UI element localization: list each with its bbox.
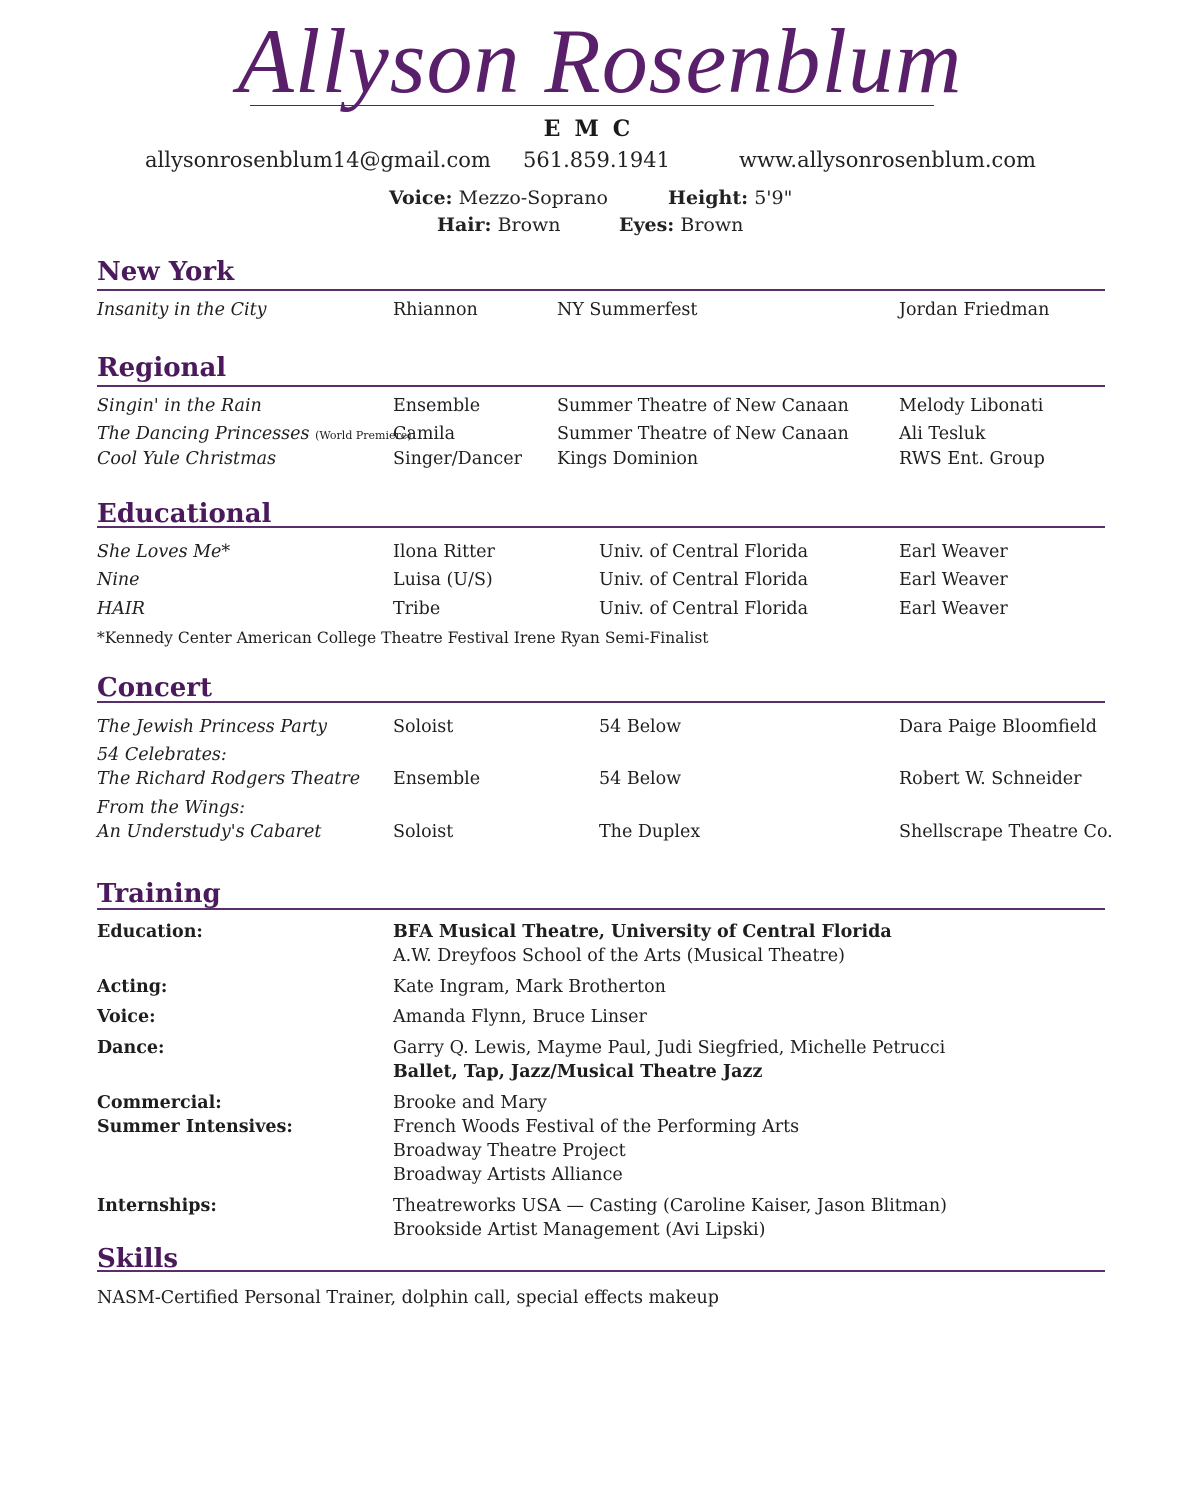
section-rule — [97, 289, 1105, 291]
credit-role: Soloist — [393, 717, 454, 737]
credit-show: 54 Celebrates: — [97, 745, 227, 765]
training-education-degree: BFA Musical Theatre, University of Central Florida — [393, 922, 892, 942]
training-label-summer: Summer Intensives: — [97, 1117, 293, 1137]
hair-stat — [437, 214, 561, 236]
credit-director: Earl Weaver — [899, 599, 1008, 619]
credit-venue: Summer Theatre of New Canaan — [557, 396, 849, 416]
voice-stat — [389, 187, 608, 209]
credit-show: She Loves Me* — [97, 542, 231, 562]
credit-show: From the Wings: — [97, 798, 246, 818]
training-label-dance: Dance: — [97, 1038, 165, 1058]
section-rule — [97, 1270, 1105, 1272]
credit-show-line2: The Richard Rodgers Theatre — [97, 769, 361, 789]
voice-label: Voice: — [389, 187, 453, 209]
section-rule — [97, 385, 1105, 387]
footnote: *Kennedy Center American College Theatre Festival Irene Ryan Semi-Finalist — [97, 629, 709, 647]
credit-venue: Kings Dominion — [557, 449, 699, 469]
section-rule — [97, 701, 1105, 703]
height-label: Height: — [668, 187, 749, 209]
union-status: EMC — [543, 116, 645, 142]
training-label-internships: Internships: — [97, 1196, 217, 1216]
credit-show-line2: An Understudy's Cabaret — [97, 822, 322, 842]
section-title-skills: Skills — [97, 1244, 179, 1274]
section-title-regional: Regional — [97, 353, 227, 383]
training-voice: Amanda Flynn, Bruce Linser — [393, 1007, 647, 1027]
training-acting: Kate Ingram, Mark Brotherton — [393, 977, 666, 997]
credit-role: Tribe — [393, 599, 441, 619]
training-label-commercial: Commercial: — [97, 1093, 222, 1113]
email[interactable]: allysonrosenblum14@gmail.com — [145, 148, 491, 172]
phone: 561.859.1941 — [523, 148, 670, 172]
training-commercial: Brooke and Mary — [393, 1093, 547, 1113]
credit-director: Shellscrape Theatre Co. — [899, 822, 1113, 842]
performer-name: Allyson Rosenblum — [237, 10, 963, 112]
height-value: 5'9" — [754, 187, 793, 209]
credit-director: RWS Ent. Group — [899, 449, 1045, 469]
training-summer-item: Broadway Theatre Project — [393, 1141, 626, 1161]
credit-show: HAIR — [97, 599, 145, 619]
credit-director: Earl Weaver — [899, 570, 1008, 590]
section-title-training: Training — [97, 879, 221, 909]
credit-director: Robert W. Schneider — [899, 769, 1082, 789]
credit-director: Melody Libonati — [899, 396, 1044, 416]
section-title-new-york: New York — [97, 257, 235, 287]
website-link[interactable]: www.allysonrosenblum.com — [739, 148, 1036, 172]
credit-director: Jordan Friedman — [899, 300, 1050, 320]
credit-show: Cool Yule Christmas — [97, 449, 277, 469]
credit-venue: 54 Below — [599, 769, 682, 789]
credit-role: Ensemble — [393, 396, 481, 416]
hair-label: Hair: — [437, 214, 492, 236]
training-internship-item: Brookside Artist Management (Avi Lipski) — [393, 1220, 766, 1240]
credit-role: Ilona Ritter — [393, 542, 495, 562]
training-label-education: Education: — [97, 922, 203, 942]
credit-role: Rhiannon — [393, 300, 478, 320]
section-rule — [97, 908, 1105, 910]
credit-venue: 54 Below — [599, 717, 682, 737]
credit-role: Ensemble — [393, 769, 481, 789]
credit-director: Earl Weaver — [899, 542, 1008, 562]
eyes-stat — [619, 214, 743, 236]
credit-venue: The Duplex — [599, 822, 701, 842]
credit-role: Soloist — [393, 822, 454, 842]
credit-show: Singin' in the Rain — [97, 396, 262, 416]
credit-show-title: The Dancing Princesses — [97, 424, 310, 444]
training-internship-item: Theatreworks USA — Casting (Caroline Kaiser, Jason Blitman) — [393, 1196, 947, 1216]
credit-show: Insanity in the City — [97, 300, 267, 320]
section-title-educational: Educational — [97, 499, 272, 529]
credit-venue: Univ. of Central Florida — [599, 570, 809, 590]
credit-venue: NY Summerfest — [557, 300, 698, 320]
credit-director: Dara Paige Bloomfield — [899, 717, 1097, 737]
training-label-acting: Acting: — [97, 977, 168, 997]
training-dance-styles: Ballet, Tap, Jazz/Musical Theatre Jazz — [393, 1062, 763, 1082]
credit-show: The Jewish Princess Party — [97, 717, 328, 737]
credit-director: Ali Tesluk — [899, 424, 986, 444]
credit-venue: Univ. of Central Florida — [599, 542, 809, 562]
credit-venue: Univ. of Central Florida — [599, 599, 809, 619]
eyes-value: Brown — [680, 214, 744, 236]
section-title-concert: Concert — [97, 673, 213, 703]
voice-value: Mezzo-Soprano — [458, 187, 608, 209]
training-dance-teachers: Garry Q. Lewis, Mayme Paul, Judi Siegfried, Michelle Petrucci — [393, 1038, 946, 1058]
credit-role: Singer/Dancer — [393, 449, 522, 469]
credit-role: Luisa (U/S) — [393, 570, 493, 590]
training-summer-item: French Woods Festival of the Performing Arts — [393, 1117, 800, 1137]
section-rule — [97, 526, 1105, 528]
hair-value: Brown — [497, 214, 561, 236]
credit-venue: Summer Theatre of New Canaan — [557, 424, 849, 444]
eyes-label: Eyes: — [619, 214, 675, 236]
training-education-school: A.W. Dreyfoos School of the Arts (Musical Theatre) — [393, 946, 845, 966]
training-summer-item: Broadway Artists Alliance — [393, 1165, 623, 1185]
credit-role: Camila — [393, 424, 456, 444]
height-stat — [668, 187, 792, 209]
credit-show — [97, 424, 412, 444]
skills-text: NASM-Certified Personal Trainer, dolphin call, special effects makeup — [97, 1288, 719, 1308]
training-label-voice: Voice: — [97, 1007, 156, 1027]
credit-show: Nine — [97, 570, 140, 590]
credit-show-note: (World Premiere) — [315, 429, 412, 442]
name-underline — [250, 105, 934, 106]
